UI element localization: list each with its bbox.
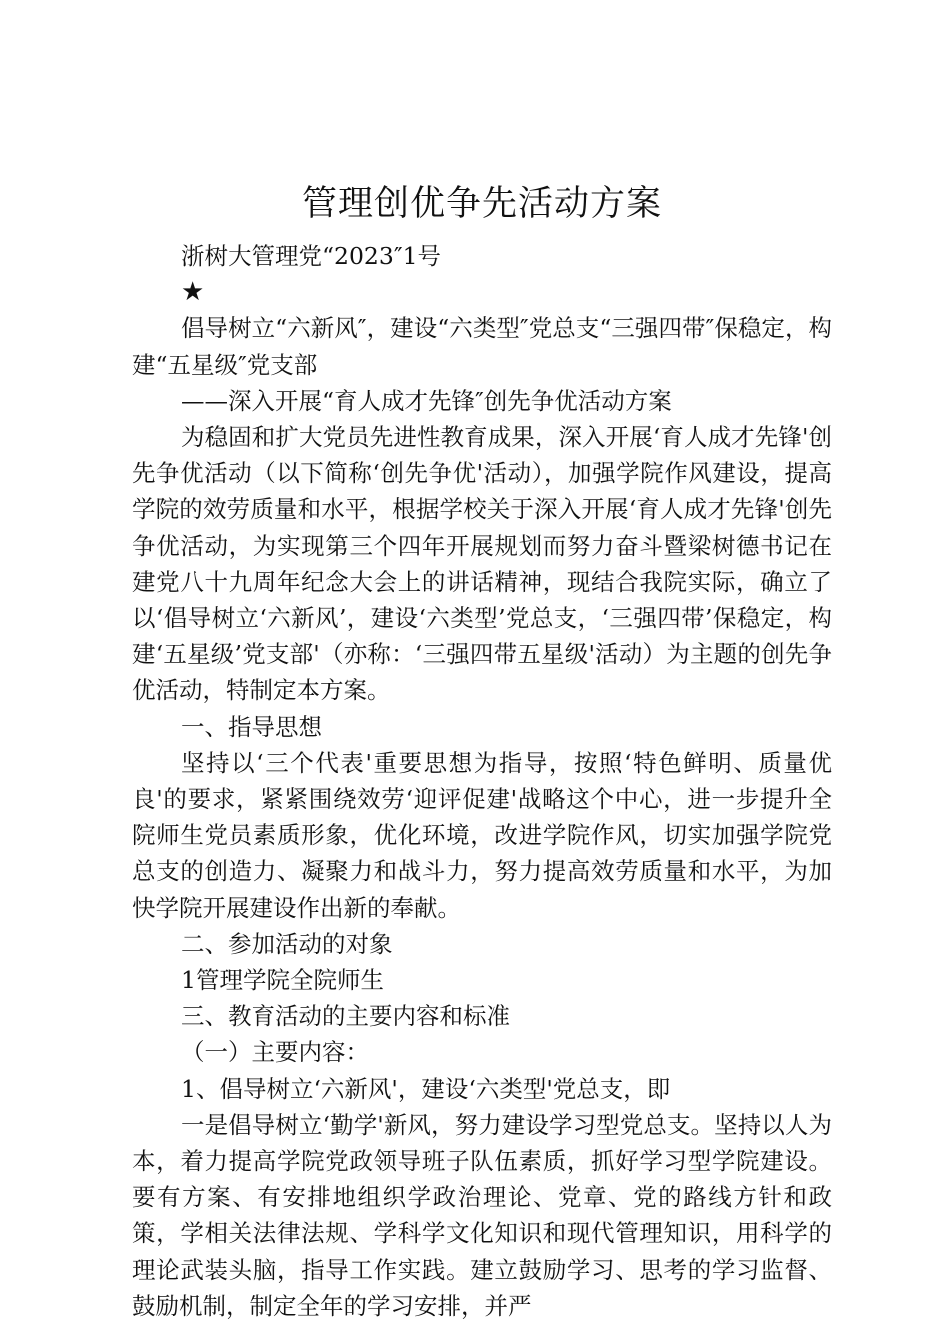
paragraph-subtitle: ——深入开展“育人成才先锋″创先争优活动方案 [181, 386, 672, 415]
subsection-heading-main-content: （一）主要内容： [181, 1038, 369, 1067]
paragraph-item-1: 1、倡导树立‘六新风'，建设‘六类型'党总支，即 [181, 1074, 671, 1103]
paragraph-item-1-detail: 一是倡导树立‘勤学'新风，努力建设学习型党总支。坚持以人为本，着力提高学院党政领导班子队伍素质，抓好学习型学院建设。要有方案、有安排地组织学政治理论、党章、党的路线方针和政策，学相关法律法规、学科学文化知识和现代管理知识，用科学的理论武装头脑，指导工作实践。建立鼓励学习、思考的学习监督、鼓励机制，制定全年的学习安排，并严 [132, 1110, 832, 1320]
paragraph-slogan: 倡导树立“六新风″，建设“六类型″党总支“三强四带″保稳定，构建“五星级″党支部 [132, 314, 832, 379]
document-title: 管理创优争先活动方案 [301, 184, 662, 224]
paragraph-guiding-ideology: 坚持以‘三个代表'重要思想为指导，按照‘特色鲜明、质量优良'的要求，紧紧围绕效劳‘迎评促建'战略这个中心，进一步提升全院师生党员素质形象，优化环境，改进学院作风，切实加强学院党总支的创造力、凝聚力和战斗力，努力提高效劳质量和水平，为加快学院开展建设作出新的奉献。 [132, 748, 832, 922]
section-heading-guiding-ideology: 一、指导思想 [181, 712, 322, 741]
paragraph-intro: 为稳固和扩大党员先进性教育成果，深入开展‘育人成才先锋'创先争优活动（以下简称‘创先争优'活动），加强学院作风建设，提高学院的效劳质量和水平，根据学校关于深入开展‘育人成才先锋'创先争优活动，为实现第三个四年开展规划而努力奋斗暨梁树德书记在建党八十九周年纪念大会上的讲话精神，现结合我院实际，确立了以‘倡导树立‘六新风’，建设‘六类型’党总支，‘三强四带’保稳定，构建‘五星级’党支部'（亦称：‘三强四带五星级'活动）为主题的创先争优活动，特制定本方案。 [132, 423, 832, 705]
document-number: 浙树大管理党“2023″1号 [181, 242, 442, 270]
section-heading-participants: 二、参加活动的对象 [181, 929, 393, 958]
star-icon: ★ [181, 277, 205, 308]
document-page [132, 178, 832, 1324]
paragraph-participants: 1管理学院全院师生 [181, 966, 384, 995]
section-heading-content-standards: 三、教育活动的主要内容和标准 [181, 1002, 510, 1031]
